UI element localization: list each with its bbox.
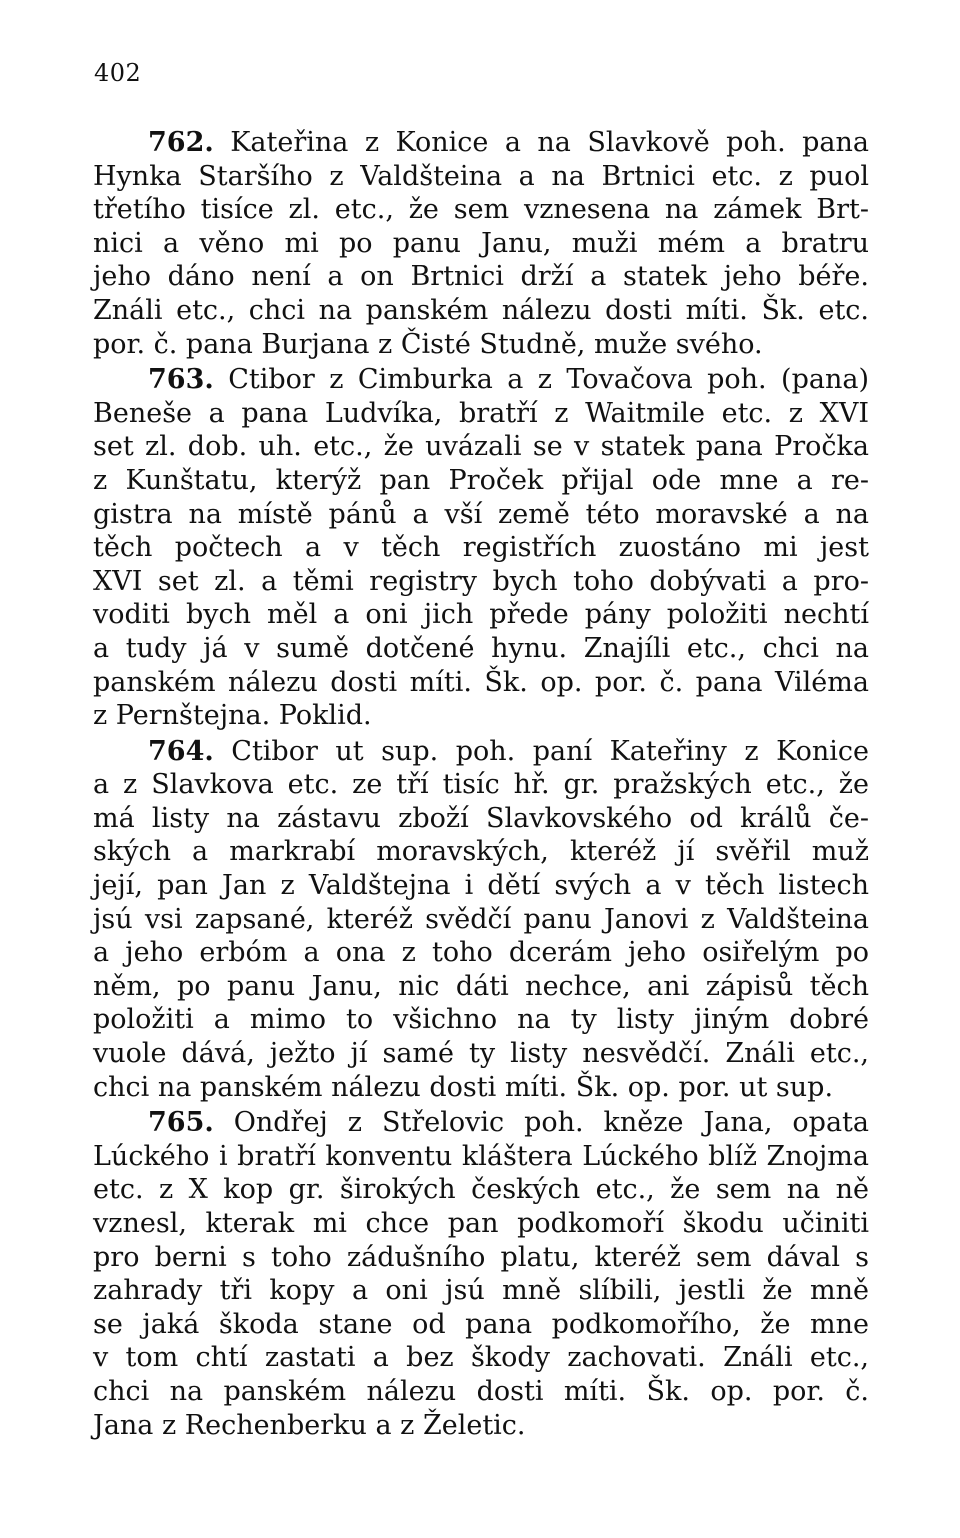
page-number: 402 [94, 59, 142, 87]
entry-line: vuole dává, ježto jí samé ty listy nesvědčí. Ználi etc., [93, 1038, 869, 1070]
entry-line: Lúckého i bratří konventu kláštera Lúckého blíž Znojma [93, 1140, 869, 1172]
entry-line: voditi bych měl a oni jich přede pány položiti nechtí [93, 599, 869, 631]
entry-line: pro berni s toho zádušního platu, kteréž sem dával s [93, 1241, 869, 1273]
entry-line: chci na panském nálezu dosti míti. Šk. op. por. č. [93, 1375, 869, 1407]
entry-line: těch počtech a v těch registřích zuostáno mi jest [93, 532, 869, 564]
entry-line: v tom chtí zastati a bez škody zachovati. Ználi etc., [93, 1342, 869, 1374]
entry-line: etc. z X kop gr. širokých českých etc., že sem na ně [93, 1174, 869, 1206]
entry-line: ských a markrabí moravských, kteréž jí svěřil muž [93, 836, 869, 868]
entry-762 [93, 126, 869, 361]
entry-line: chci na panském nálezu dosti míti. Šk. op. por. ut sup. [93, 1071, 834, 1103]
entry-line: položiti a mimo to všichno na ty listy jiným dobré [93, 1004, 869, 1036]
entry-764 [93, 735, 869, 1105]
entry-number: 762. [148, 127, 214, 158]
entry-number: 764. [148, 735, 214, 767]
entry-line: a jeho erbóm a ona z toho dcerám jeho osiřelým po [93, 937, 869, 969]
entry-first-line-text: Ctibor ut sup. poh. paní Kateřiny z Konice [231, 735, 869, 767]
entry-line: Ználi etc., chci na panském nálezu dosti míti. Šk. etc. [93, 294, 869, 326]
entry-line: třetího tisíce zl. etc., že sem vznesena na zámek Brt- [93, 194, 869, 226]
entry-line: z Kunštatu, kterýž pan Proček přijal ode mne a re- [93, 464, 869, 496]
entry-line: XVI set zl. a těmi registry bych toho dobývati a pro- [93, 565, 869, 597]
entry-first-line [93, 735, 869, 769]
entry-line: por. č. pana Burjana z Čisté Studně, muže svého. [93, 328, 763, 360]
entry-line: něm, po panu Janu, nic dáti nechce, ani zápisů těch [93, 970, 869, 1002]
entry-line: Hynka Staršího z Valdšteina a na Brtnici etc. z puol [93, 160, 869, 192]
entry-line: gistra na místě pánů a vší země této moravské a na [93, 498, 869, 530]
entry-line: má listy na zástavu zboží Slavkovského od králů če- [93, 802, 869, 834]
entry-first-line [93, 126, 869, 160]
entry-line: její, pan Jan z Valdštejna i dětí svých a v těch listech [93, 870, 869, 902]
entry-765 [93, 1106, 869, 1442]
entry-line: a z Slavkova etc. ze tří tisíc hř. gr. pražských etc., že [93, 769, 869, 801]
entry-line: zahrady tři kopy a oni jsú mně slíbili, jestli že mně [93, 1275, 869, 1307]
entry-line: jeho dáno není a on Brtnici drží a statek jeho béře. [93, 261, 869, 293]
entry-first-line-text: Ctibor z Cimburka a z Tovačova poh. (pana) [228, 364, 869, 396]
entry-line: jsú vsi zapsané, kteréž svědčí panu Janovi z Valdšteina [93, 903, 869, 935]
entry-first-line [93, 363, 869, 397]
entry-line: Beneše a pana Ludvíka, bratří z Waitmile etc. z XVI [93, 397, 869, 429]
entry-line: se jaká škoda stane od pana podkomořího, že mne [93, 1308, 869, 1340]
entry-line: z Pernštejna. Poklid. [93, 700, 372, 732]
entry-line: nici a věno mi po panu Janu, muži mém a bratru [93, 227, 869, 259]
entry-line: a tudy já v sumě dotčené hynu. Znajíli etc., chci na [93, 632, 869, 664]
entry-number: 763. [148, 364, 214, 396]
entry-number: 765. [148, 1107, 214, 1139]
entry-first-line [93, 1106, 869, 1140]
entry-line: vznesl, kterak mi chce pan podkomoří škodu učiniti [93, 1208, 869, 1239]
entry-line: set zl. dob. uh. etc., že uvázali se v statek pana Pročka [93, 431, 869, 463]
entry-line: Jana z Rechenberku a z Želetic. [93, 1409, 526, 1441]
entry-first-line-text: Ondřej z Střelovic poh. kněze Jana, opata [233, 1107, 869, 1139]
entry-list [93, 126, 869, 1444]
entry-line: panském nálezu dosti míti. Šk. op. por. č. pana Viléma [93, 666, 869, 698]
entry-first-line-text: Kateřina z Konice a na Slavkově poh. pana [230, 127, 870, 158]
entry-763 [93, 363, 869, 733]
